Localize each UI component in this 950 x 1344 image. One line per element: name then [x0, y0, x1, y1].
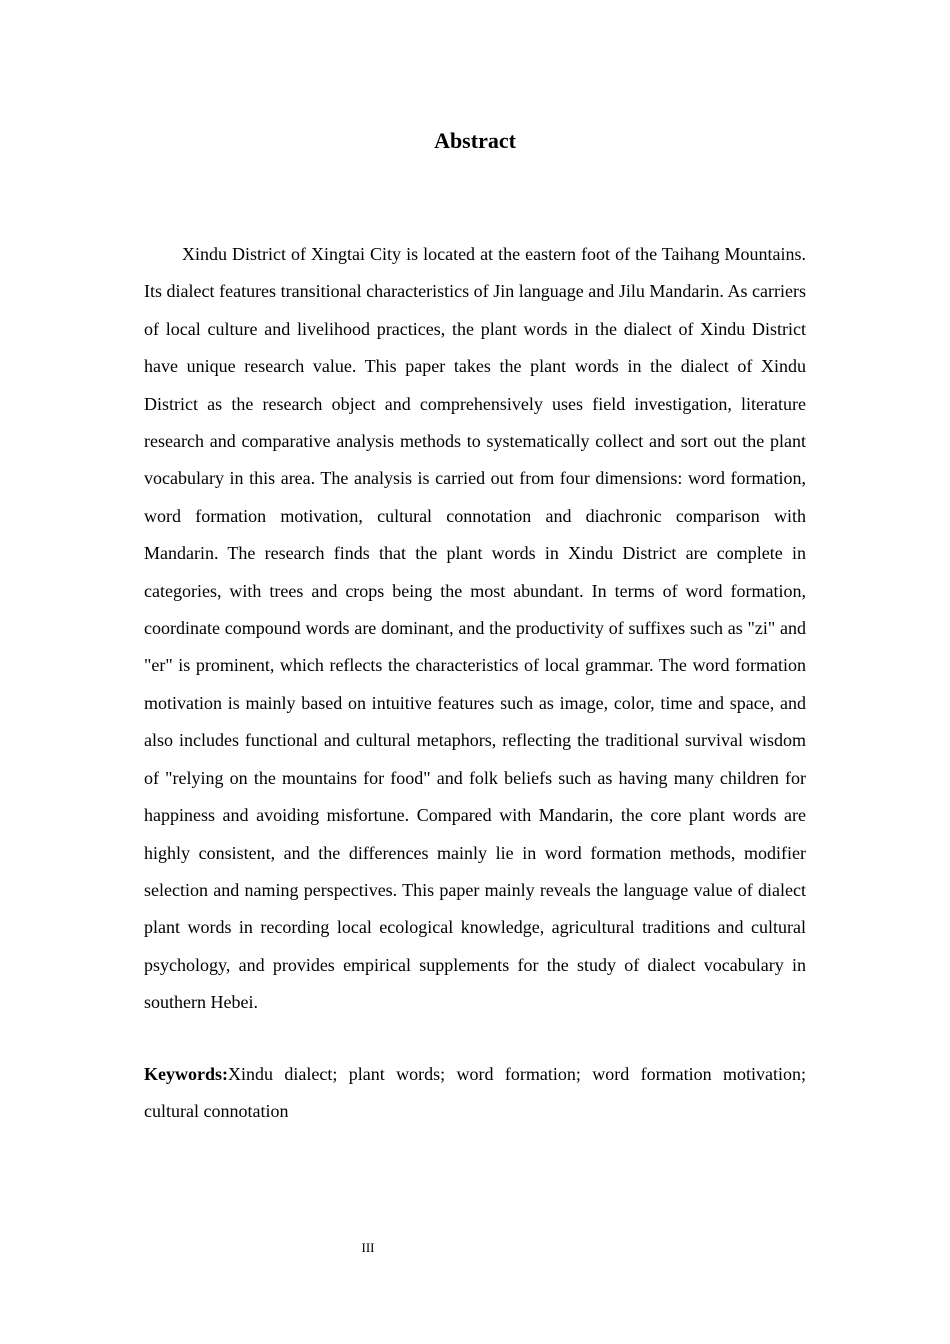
page-title: Abstract	[434, 128, 516, 153]
keywords-label: Keywords:	[144, 1064, 228, 1084]
abstract-body: Xindu District of Xingtai City is located at the eastern foot of the Taihang Mountains. Its dialect features transitional characteristics of Jin language and Jilu Mandarin. As carriers of local culture and livelihood practices, the plant words in the dialect of Xindu District have unique research value. This paper takes the plant words in the dialect of Xindu District as the research object and comprehensively uses field investigation, literature research and comparative analysis methods to systematically collect and sort out the plant vocabulary in this area. The analysis is carried out from four dimensions: word formation, word formation motivation, cultural connotation and diachronic comparison with Mandarin. The research finds that the plant words in Xindu District are complete in categories, with trees and crops being the most abundant. In terms of word formation, coordinate compound words are dominant, and the productivity of suffixes such as "zi" and "er" is prominent, which reflects the characteristics of local grammar. The word formation motivation is mainly based on intuitive features such as image, color, time and space, and also includes functional and cultural metaphors, reflecting the traditional survival wisdom of "relying on the mountains for food" and folk beliefs such as having many children for happiness and avoiding misfortune. Compared with Mandarin, the core plant words are highly consistent, and the differences mainly lie in word formation methods, modifier selection and naming perspectives. This paper mainly reveals the language value of dialect plant words in recording local ecological knowledge, agricultural traditions and cultural psychology, and provides empirical supplements for the study of dialect vocabulary in southern Hebei.	[144, 244, 806, 1013]
keywords-text: Xindu dialect; plant words; word formation; word formation motivation; cultural connotation	[144, 1064, 806, 1122]
page-number: III	[361, 1240, 375, 1255]
keywords-paragraph	[144, 1056, 806, 1131]
